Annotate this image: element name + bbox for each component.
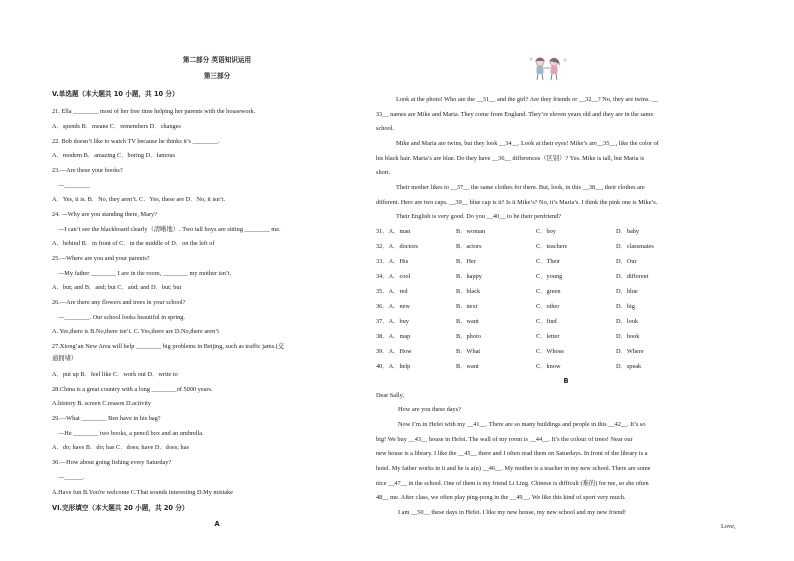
option-row-label: 31．A．man [376, 228, 411, 235]
section-vi-title: VI.完形填空（本大题共 20 小题，共 20 分） [52, 504, 189, 512]
option-row-label: 40．A．help [376, 363, 411, 370]
question-line: 23.—Are these your books? [52, 167, 123, 174]
question-line: 22. Bob doesn’t like to watch TV because he thinks it’s ________. [52, 138, 220, 145]
passage-b-line: 48__ me. After class, we often play ping-pong in the __49__. We like this kind of sport very much. [376, 494, 626, 501]
option-c: C．find [536, 318, 557, 325]
passage-b-line: nice __47__ in the school. One of them is my friend Li Ling. Chinese is difficult (难的) for me, so she often [376, 480, 649, 487]
option-b: B．happy [456, 273, 482, 280]
passage-a-line: Mike and Maria are twins, but they look __34__. Look at their eyes! Mike’s are__35__, like the color of [396, 140, 659, 147]
question-line: 26.—Are there any flowers and trees in your school? [52, 299, 186, 306]
option-c: C．boy [536, 228, 556, 235]
option-d: D．different [616, 273, 649, 280]
option-d: D．Where [616, 348, 644, 355]
question-line: A．modern B．amazing C．boring D．famous [52, 152, 175, 159]
option-d: D．blue [616, 288, 638, 295]
option-b: B．What [456, 348, 481, 355]
question-line: —______. [58, 474, 85, 481]
option-b: B．want [456, 318, 479, 325]
option-b: B．want [456, 363, 479, 370]
option-row-label: 37．A．buy [376, 318, 409, 325]
option-b: B．next [456, 303, 478, 310]
option-d: D．speak [616, 363, 642, 370]
option-d: D．baby [616, 228, 640, 235]
option-c: C．young [536, 273, 563, 280]
question-line: A. Yes,there is B.No,there isn’t. C. Yes,there are D.No,there aren’t [52, 328, 219, 335]
passage-b-line: Now I’m in Hefei with my __41__. There are so many buildings and people in this __42__. It’s so [398, 421, 646, 428]
question-line: A.history B. screen C.reason D.activity [52, 400, 151, 407]
question-line: 28.China is a great country with a long ________of 5000 years. [52, 386, 213, 393]
question-line: A．do; have B．do; has C．does; have D．does; has [52, 444, 189, 451]
option-d: D．look [616, 318, 639, 325]
question-line: A．Yes, it is. B．No, they aren’t. C．Yes, these are D．No, it isn’t. [52, 196, 226, 203]
option-c: C．Whose [536, 348, 564, 355]
part3-title: 第三部分 [203, 72, 231, 80]
option-c: C．Their [536, 258, 561, 265]
question-line: A．spends B．means C．remembers D．changes [52, 123, 181, 130]
option-b: B．photo [456, 333, 481, 340]
passage-b-line: Dear Sally, [376, 392, 404, 399]
question-line: A．put up B．feel like C．work out D．write to [52, 371, 178, 378]
part2-title: 第二部分 英语知识运用 [182, 56, 252, 64]
option-row-label: 34．A．cool [376, 273, 411, 280]
option-c: C．letter [536, 333, 560, 340]
question-line: 21. Ella ________ most of her free time helping her parents with the housework. [52, 108, 256, 115]
question-line: 30.—How about going fishing every Saturday? [52, 459, 172, 466]
option-row-label: 33．A．His [376, 258, 409, 265]
passage-a-letter: A [214, 520, 220, 528]
option-row-label: 39．A．How [376, 348, 412, 355]
question-line: A．but; and B．and; but C．and; and D．but; but [52, 284, 182, 291]
option-b: B．black [456, 288, 481, 295]
question-line: 29.—What ________ Ben have in his bag? [52, 415, 161, 422]
question-line: —He ________ two books, a pencil box and an umbrella. [58, 430, 204, 437]
option-c: C．teachers [536, 243, 568, 250]
option-row-label: 38．A．map [376, 333, 411, 340]
option-b: B．Her [456, 258, 476, 265]
option-row-label: 32．A．doctors [376, 243, 418, 250]
question-line: 通拥堵） [52, 355, 78, 362]
passage-a-line: Look at the photo! Who are the __31__ and the girl? Are they friends or __32__? No, they are twins. __ [396, 96, 658, 103]
option-d: D．classmates [616, 243, 654, 250]
option-b: B．woman [456, 228, 486, 235]
question-line: —I can’t see the blackboard clearly（清晰地）. Two tall boys are sitting ________ me. [58, 226, 281, 233]
option-d: D．big [616, 303, 635, 310]
passage-b-line: I am __50__ these days in Hefei. I like my new house, my new school and my new friend! [398, 509, 627, 516]
question-line: —________. Our school looks beautiful in spring. [58, 314, 185, 321]
option-row-label: 35．A．red [376, 288, 408, 295]
option-c: C．other [536, 303, 560, 310]
section-v-title: V.单选题（本大题共 10 小题，共 10 分） [52, 90, 179, 98]
option-c: C．green [536, 288, 561, 295]
twins-illustration [526, 55, 570, 81]
passage-b-letter: B [563, 377, 569, 385]
option-d: D．book [616, 333, 640, 340]
passage-a-line: different. Here are two caps. __39__ blue cap is it? Is it Mike’s? No, it’s Maria’s. I think the pink one is Mike’s. [376, 199, 658, 206]
passage-a-line: his black hair. Maria’s are blue. Do they have __36__ differences（区别）? Yes. Mike is tall, but Maria is [376, 155, 645, 162]
passage-a-line: Their English is very good. Do you __40__ to be their penfriend? [396, 213, 562, 220]
question-line: 24. —Why are you standing there, Mary? [52, 211, 157, 218]
passage-b-line: hotel. My father works in it and he is a(n) __46__. My mother is a teacher in my new school. There are some [376, 465, 651, 472]
option-b: B．actors [456, 243, 482, 250]
option-row-label: 36．A．new [376, 303, 410, 310]
passage-a-line: school. [376, 125, 395, 132]
passage-b-closing: Love, [721, 523, 736, 530]
passage-a-line: Their mother likes to __37__ the same clothes for them. But, look, in this __38__, their clothes are [396, 184, 645, 191]
question-line: A.Have fun B.You're welcome C.That sounds interesting D.My mistake [52, 489, 233, 496]
option-d: D．Our [616, 258, 637, 265]
passage-a-line: 33__ names are Mike and Maria. They come from England. They’re eleven years old and they are in the same [376, 111, 654, 118]
question-line: A．behind B．in front of C．in the middle of D．on the left of [52, 240, 215, 247]
question-line: 25.—Where are you and your parents? [52, 255, 150, 262]
question-line: —My father ________ I are in the room, ________ my mother isn’t. [58, 270, 232, 277]
passage-b-line: How are you these days? [398, 406, 461, 413]
passage-b-line: new house is a library. I like the __45__ there and I often read them on Saturdays. In front of the library is a [376, 450, 648, 457]
passage-b-line: big! We buy __43__ house in Hefei. The wall of my room is __44__. It’s the colour of trees! Near our [376, 436, 633, 443]
question-line: 27.Xiong’an New Area will help ________ big problems in Beijing, such as traffic jams.(交 [52, 343, 285, 350]
option-c: C．know [536, 363, 561, 370]
passage-a-line: short. [376, 169, 391, 176]
question-line: —________ [58, 182, 90, 189]
